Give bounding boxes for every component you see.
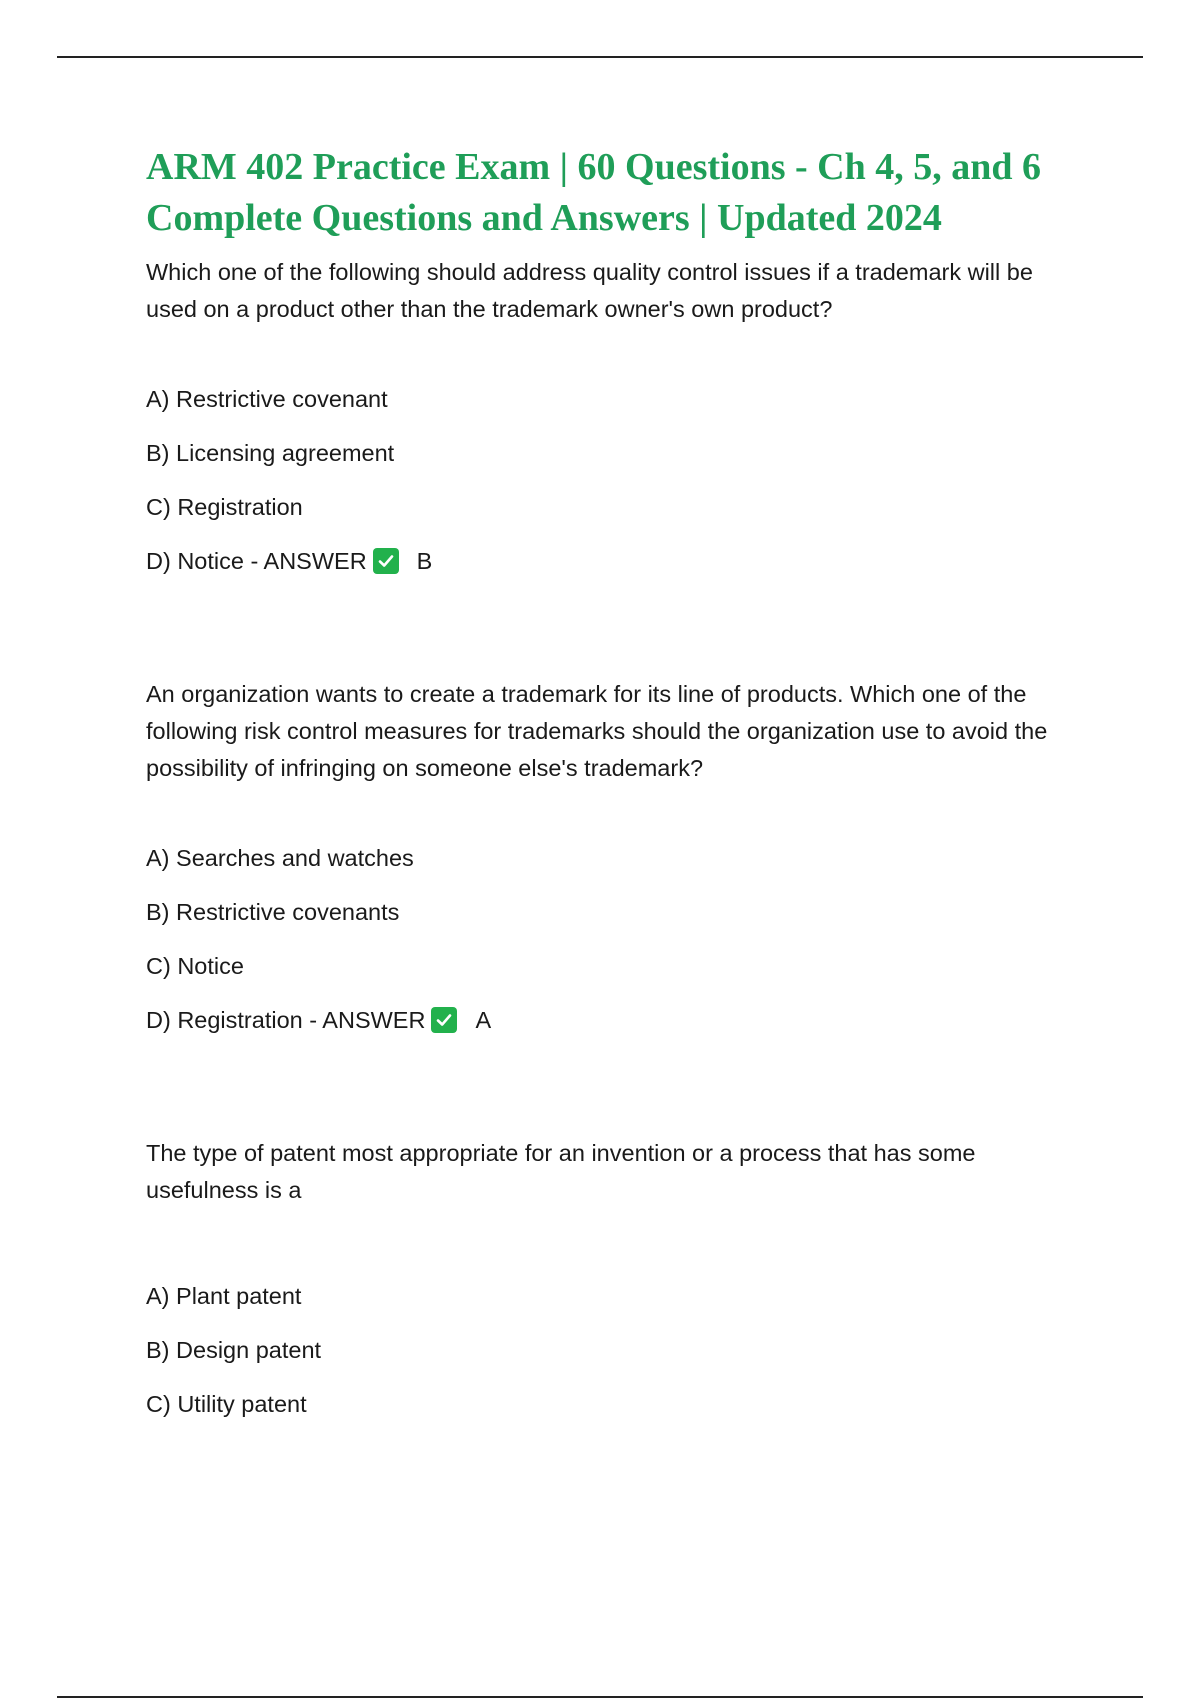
option-b: B) Design patent bbox=[146, 1337, 322, 1363]
option-a: A) Plant patent bbox=[146, 1283, 302, 1309]
option-a: A) Restrictive covenant bbox=[146, 386, 388, 412]
option-d-with-answer bbox=[146, 1005, 1086, 1035]
question-text: The type of patent most appropriate for an invention or a process that has some usefulness is a bbox=[146, 1140, 976, 1203]
option-list bbox=[146, 843, 1086, 1035]
question-block-2 bbox=[146, 676, 1086, 1035]
question-block-1 bbox=[146, 254, 1086, 576]
question-text: Which one of the following should address quality control issues if a trademark will be used on a product other than the trademark owner's own product? bbox=[146, 259, 1033, 322]
header-rule bbox=[57, 56, 1143, 58]
check-mark-icon bbox=[431, 1007, 457, 1033]
document-title: ARM 402 Practice Exam | 60 Questions - Ch 4, 5, and 6 Complete Questions and Answers | Updated 2024 bbox=[146, 146, 1041, 239]
option-a: A) Searches and watches bbox=[146, 845, 414, 871]
option-b: B) Restrictive covenants bbox=[146, 899, 400, 925]
option-c: C) Notice bbox=[146, 953, 244, 979]
check-mark-icon bbox=[373, 548, 399, 574]
option-c: C) Registration bbox=[146, 494, 303, 520]
option-d-with-answer bbox=[146, 546, 1086, 576]
option-d-label: D) Notice - ANSWER bbox=[146, 548, 367, 574]
answer-letter: B bbox=[416, 548, 433, 574]
option-list bbox=[146, 1281, 1086, 1419]
option-list bbox=[146, 384, 1086, 576]
question-text: An organization wants to create a trademark for its line of products. Which one of the following risk control measures for trademarks should the organization use to avoid the possibility of infringing on someone else's trademark? bbox=[146, 681, 1048, 781]
option-c: C) Utility patent bbox=[146, 1391, 307, 1417]
answer-letter: A bbox=[475, 1007, 492, 1033]
option-d-label: D) Registration - ANSWER bbox=[146, 1007, 426, 1033]
option-b: B) Licensing agreement bbox=[146, 440, 395, 466]
footer-rule bbox=[57, 1696, 1143, 1698]
question-block-3 bbox=[146, 1135, 1086, 1419]
document-body bbox=[146, 142, 1086, 1443]
